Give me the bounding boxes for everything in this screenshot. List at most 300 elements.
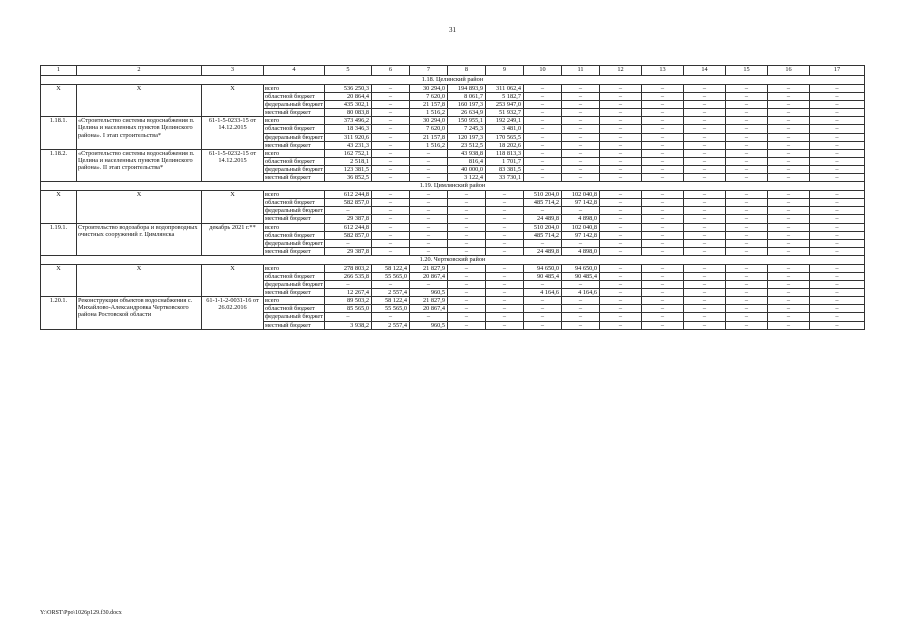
column-number: 7 [410,66,448,76]
funding-source: местный бюджет [264,109,325,117]
value-cell: 435 302,1 [325,101,372,109]
column-number-row [41,66,865,76]
value-cell: – [372,149,410,157]
value-cell: 18 202,6 [486,141,524,149]
value-cell: – [684,93,726,101]
table-row [41,264,865,272]
value-cell: – [642,231,684,239]
value-cell: 536 250,3 [325,85,372,93]
table-row [41,149,865,157]
value-cell: – [726,93,768,101]
column-number: 6 [372,66,410,76]
value-cell: – [524,174,562,182]
value-cell: – [810,125,865,133]
funding-source: всего [264,117,325,125]
value-cell: – [486,215,524,223]
value-cell: 960,5 [410,321,448,329]
value-cell: – [524,321,562,329]
value-cell: – [684,125,726,133]
value-cell: – [325,207,372,215]
value-cell: – [372,231,410,239]
value-cell: 612 244,8 [325,191,372,199]
value-cell: – [726,141,768,149]
value-cell: – [810,101,865,109]
value-cell: – [524,93,562,101]
value-cell: – [642,215,684,223]
value-cell: – [600,133,642,141]
value-cell: 51 932,7 [486,109,524,117]
value-cell: – [726,133,768,141]
value-cell: – [448,231,486,239]
value-cell: – [684,117,726,125]
value-cell: – [768,199,810,207]
value-cell: – [810,223,865,231]
value-cell: – [524,313,562,321]
value-cell: – [642,313,684,321]
value-cell: – [448,281,486,289]
funding-source: областной бюджет [264,305,325,313]
value-cell: – [448,223,486,231]
value-cell: 150 955,1 [448,117,486,125]
value-cell: 960,5 [410,289,448,297]
value-cell: 40 000,0 [448,165,486,173]
value-cell: – [768,133,810,141]
item-document: 61-1-5-0232-15 от 14.12.2015 [202,149,264,181]
value-cell: – [562,305,600,313]
value-cell: – [562,141,600,149]
value-cell: 90 485,4 [524,272,562,280]
value-cell: – [768,215,810,223]
funding-source: федеральный бюджет [265,313,323,321]
value-cell: – [726,199,768,207]
value-cell: – [726,272,768,280]
value-cell: – [562,321,600,329]
value-cell: – [768,223,810,231]
section-row [41,76,865,85]
value-cell: 612 244,8 [325,223,372,231]
value-cell: – [684,133,726,141]
value-cell: – [372,199,410,207]
section-row [41,255,865,264]
value-cell: – [768,109,810,117]
value-cell: – [726,109,768,117]
value-cell: – [524,297,562,305]
value-cell: – [410,231,448,239]
value-cell: – [524,281,562,289]
value-cell: 55 565,0 [372,272,410,280]
value-cell: – [642,109,684,117]
value-cell: – [684,247,726,255]
value-cell: – [325,281,372,289]
value-cell: – [684,191,726,199]
value-cell: – [768,149,810,157]
value-cell: – [810,149,865,157]
column-number: 9 [486,66,524,76]
value-cell: 29 387,8 [325,215,372,223]
value-cell: 23 512,5 [448,141,486,149]
value-cell: – [768,247,810,255]
value-cell: – [726,239,768,247]
column-number: 4 [264,66,325,76]
column-number: 3 [202,66,264,76]
value-cell: 30 294,0 [410,85,448,93]
value-cell: – [642,133,684,141]
value-cell: – [372,281,410,289]
item-number: 1.18.2. [41,149,77,181]
value-cell: 21 827,9 [410,297,448,305]
value-cell: 3 481,0 [486,125,524,133]
item-document: 61-1-5-0233-15 от 14.12.2015 [202,117,264,149]
item-name: X [77,85,202,117]
value-cell: – [600,117,642,125]
value-cell: – [726,264,768,272]
value-cell: – [486,231,524,239]
value-cell: – [372,247,410,255]
value-cell: – [562,125,600,133]
value-cell: – [524,157,562,165]
section-row [41,182,865,191]
value-cell: 311 062,4 [486,85,524,93]
value-cell: – [372,125,410,133]
value-cell: – [726,247,768,255]
value-cell: – [768,239,810,247]
value-cell: – [600,101,642,109]
value-cell: 5 182,7 [486,93,524,101]
value-cell: – [562,85,600,93]
funding-source: федеральный бюджет [265,239,323,247]
value-cell: 58 122,4 [372,264,410,272]
value-cell: 94 650,0 [562,264,600,272]
value-cell: – [726,297,768,305]
value-cell: 192 249,1 [486,117,524,125]
value-cell: 485 714,2 [524,199,562,207]
value-cell: – [642,247,684,255]
table-row [41,117,865,125]
funding-source: местный бюджет [264,174,325,182]
value-cell: – [726,117,768,125]
value-cell: – [486,247,524,255]
value-cell: – [768,272,810,280]
value-cell: 4 164,6 [524,289,562,297]
value-cell: – [486,207,524,215]
value-cell: – [768,289,810,297]
value-cell: – [810,133,865,141]
value-cell: 2 518,1 [325,157,372,165]
value-cell: 266 535,8 [325,272,372,280]
value-cell: – [684,109,726,117]
value-cell: – [562,239,600,247]
value-cell: – [810,174,865,182]
table-row [41,191,865,199]
value-cell: – [642,281,684,289]
value-cell: – [684,264,726,272]
value-cell: – [768,85,810,93]
value-cell: 4 898,0 [562,247,600,255]
value-cell: – [372,133,410,141]
section-title: 1.18. Целинский район [41,76,865,85]
value-cell: – [726,191,768,199]
value-cell: 160 197,3 [448,101,486,109]
item-name: «Строительство системы водоснабжения п. Целина и населенных пунктов Целинского района». I этап строительства* [77,117,202,149]
item-name: «Строительство системы водоснабжения п. Целина и населенных пунктов Целинского района». II этап строительства* [77,149,202,181]
value-cell: – [810,272,865,280]
value-cell: – [372,93,410,101]
value-cell: – [642,289,684,297]
value-cell: – [810,281,865,289]
value-cell: 194 893,9 [448,85,486,93]
value-cell: – [372,109,410,117]
column-number: 11 [562,66,600,76]
value-cell: – [600,231,642,239]
value-cell: – [410,149,448,157]
column-number: 1 [41,66,77,76]
value-cell: – [325,313,372,321]
value-cell: – [768,305,810,313]
value-cell: – [562,157,600,165]
value-cell: – [372,174,410,182]
value-cell: – [810,289,865,297]
column-number: 2 [77,66,202,76]
item-name: Реконструкция объектов водоснабжения с. Михайлово-Александровка Чертковского района Ростовской области [77,297,202,329]
value-cell: 7 620,0 [410,125,448,133]
value-cell: – [562,165,600,173]
value-cell: – [726,157,768,165]
value-cell: – [768,125,810,133]
value-cell: – [562,109,600,117]
value-cell: – [810,305,865,313]
value-cell: – [684,231,726,239]
value-cell: – [768,264,810,272]
value-cell: 43 938,8 [448,149,486,157]
value-cell: – [726,174,768,182]
value-cell: 485 714,2 [524,231,562,239]
value-cell: – [524,305,562,313]
value-cell: – [768,281,810,289]
value-cell: 102 040,8 [562,223,600,231]
funding-source: местный бюджет [264,289,325,297]
funding-source: федеральный бюджет [265,281,323,289]
value-cell: – [372,165,410,173]
value-cell: – [684,174,726,182]
value-cell: – [372,191,410,199]
value-cell: – [600,321,642,329]
column-number: 8 [448,66,486,76]
value-cell: 43 231,3 [325,141,372,149]
value-cell: – [562,101,600,109]
value-cell: – [448,215,486,223]
value-cell: – [642,321,684,329]
value-cell: – [684,281,726,289]
value-cell: – [524,207,562,215]
value-cell: 816,4 [448,157,486,165]
value-cell: 55 565,0 [372,305,410,313]
item-number: X [41,191,77,223]
value-cell: – [372,215,410,223]
value-cell: 89 503,2 [325,297,372,305]
value-cell: – [600,199,642,207]
value-cell: – [600,313,642,321]
value-cell: – [810,117,865,125]
item-document: 61-1-1-2-0031-16 от 26.02.2016 [202,297,264,329]
column-number: 10 [524,66,562,76]
value-cell: – [684,157,726,165]
item-number: 1.18.1. [41,117,77,149]
value-cell: – [486,223,524,231]
funding-source: всего [264,223,325,231]
item-number: X [41,85,77,117]
value-cell: – [410,191,448,199]
value-cell: – [486,199,524,207]
column-number: 12 [600,66,642,76]
value-cell: – [810,109,865,117]
value-cell: – [684,149,726,157]
value-cell: – [726,289,768,297]
value-cell: – [726,313,768,321]
value-cell: 21 157,8 [410,101,448,109]
value-cell: 1 516,2 [410,141,448,149]
column-number: 15 [726,66,768,76]
value-cell: – [810,191,865,199]
value-cell: – [726,149,768,157]
funding-source: всего [264,85,325,93]
footer-file-path: Y:\ORST\Ppo\1026p129.f30.docx [40,610,122,616]
funding-source: всего [264,149,325,157]
column-number: 5 [325,66,372,76]
value-cell: 120 197,3 [448,133,486,141]
item-number: 1.19.1. [41,223,77,255]
value-cell: – [642,207,684,215]
value-cell: – [486,289,524,297]
value-cell: – [448,264,486,272]
value-cell: – [524,85,562,93]
value-cell: – [562,149,600,157]
value-cell: – [410,223,448,231]
value-cell: – [642,223,684,231]
value-cell: 24 489,8 [524,247,562,255]
value-cell: – [486,305,524,313]
value-cell: – [448,272,486,280]
value-cell: 3 122,4 [448,174,486,182]
value-cell: – [600,141,642,149]
value-cell: – [768,191,810,199]
value-cell: – [642,101,684,109]
value-cell: 83 381,5 [486,165,524,173]
value-cell: – [562,93,600,101]
value-cell: – [768,101,810,109]
value-cell: – [486,272,524,280]
value-cell: – [410,207,448,215]
funding-source: федеральный бюджет [265,165,323,173]
value-cell: – [768,174,810,182]
value-cell: – [372,101,410,109]
value-cell: – [562,281,600,289]
value-cell: – [372,157,410,165]
value-cell: – [372,207,410,215]
value-cell: – [810,93,865,101]
value-cell: 311 920,6 [325,133,372,141]
table-row [41,297,865,305]
value-cell: – [642,125,684,133]
table-row [41,223,865,231]
value-cell: – [768,93,810,101]
value-cell: – [562,313,600,321]
value-cell: – [372,239,410,247]
value-cell: – [768,141,810,149]
value-cell: – [642,149,684,157]
value-cell: – [726,281,768,289]
value-cell: – [600,305,642,313]
value-cell: – [372,85,410,93]
value-cell: 510 204,0 [524,191,562,199]
value-cell: – [810,297,865,305]
value-cell: – [726,207,768,215]
value-cell: – [448,289,486,297]
value-cell: – [810,239,865,247]
value-cell: – [448,199,486,207]
funding-source: федеральный бюджет [265,207,323,215]
value-cell: – [810,141,865,149]
value-cell: – [410,281,448,289]
value-cell: 97 142,8 [562,231,600,239]
value-cell: – [810,321,865,329]
value-cell: – [410,247,448,255]
value-cell: 123 381,5 [325,165,372,173]
value-cell: – [726,101,768,109]
value-cell: – [600,289,642,297]
value-cell: – [726,223,768,231]
value-cell: – [768,313,810,321]
value-cell: – [600,207,642,215]
value-cell: – [684,305,726,313]
value-cell: – [684,321,726,329]
value-cell: – [486,297,524,305]
column-number: 16 [768,66,810,76]
value-cell: – [600,191,642,199]
value-cell: – [768,117,810,125]
funding-source: федеральный бюджет [265,101,323,109]
value-cell: 7 245,3 [448,125,486,133]
page-number: 31 [449,26,456,34]
value-cell: – [486,191,524,199]
value-cell: – [448,313,486,321]
value-cell: – [524,239,562,247]
value-cell: – [524,125,562,133]
value-cell: 90 485,4 [562,272,600,280]
value-cell: – [410,174,448,182]
value-cell: – [642,264,684,272]
value-cell: – [600,223,642,231]
value-cell: – [524,101,562,109]
value-cell: 510 204,0 [524,223,562,231]
value-cell: – [325,239,372,247]
value-cell: – [642,272,684,280]
value-cell: – [600,85,642,93]
value-cell: – [810,247,865,255]
value-cell: – [410,239,448,247]
value-cell: 4 164,6 [562,289,600,297]
funding-source: всего [264,264,325,272]
value-cell: – [642,117,684,125]
value-cell: 1 516,2 [410,109,448,117]
value-cell: – [600,272,642,280]
value-cell: – [642,141,684,149]
value-cell: – [562,174,600,182]
value-cell: – [600,174,642,182]
value-cell: – [486,239,524,247]
value-cell: 162 752,1 [325,149,372,157]
value-cell: 118 813,3 [486,149,524,157]
value-cell: – [684,199,726,207]
